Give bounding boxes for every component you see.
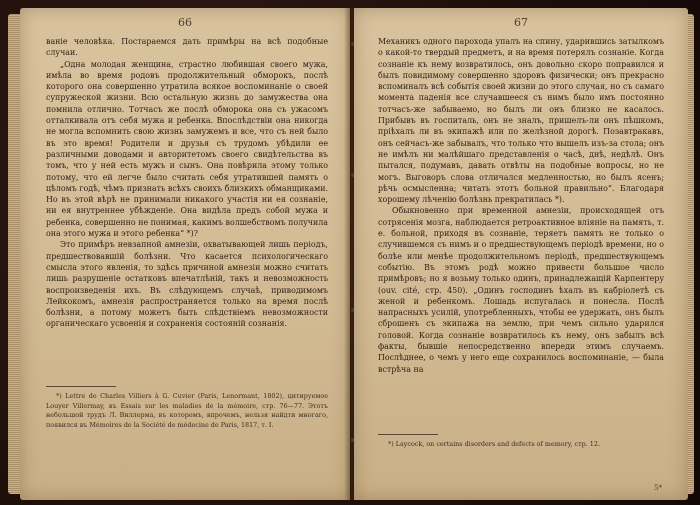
page-number-right: 67: [514, 16, 528, 29]
right-page-body: [378, 36, 664, 375]
footnote-text: *) Laycock, on certains disorders and defects of memory, стр. 12.: [388, 440, 600, 448]
left-footnote: [46, 392, 328, 430]
right-page: [354, 8, 688, 500]
paragraph: ванiе человѣка. Постараемся дать примѣры на всѣ подобные случаи.: [46, 37, 328, 58]
page-edges-left: [8, 14, 20, 494]
signature-mark: 5*: [654, 484, 662, 492]
footnote-text: *) Lettre de Charles Villiers à G. Cuvier (Paris, Lenormant, 1802), цитируемое Louyer Villermay, въ Essais sur les maladies de la mémoire, стр. 76—77. Этотъ небольшой трудъ Л. Виллерма, въ которомъ, впрочемъ, нельзя найдти многаго, появился въ Mémoires de la Société de médecine de Paris, 1817, т. I.: [46, 392, 328, 429]
paragraph: Это примѣръ невзапной амнезiи, охватывающей лишь перiодъ, предшествовавшiй болѣзни. Что касается психологическаго смысла этого явленiя, то здѣсь причиной амнезiи можно считать лишь разрушенiе остатковъ впечатлѣнiй, такъ и невозможность воспроизведенiя ихъ. Въ слѣдующемъ случаѣ, приводимомъ Лейкокомъ, амнезiя распространяется только на время послѣ болѣзни, а потому можетъ быть слѣдствiемъ невозможности органическаго усвоенiя и сохраненiя состоянiй сознанiя.: [46, 240, 328, 329]
paragraph: „Одна молодая женщина, страстно любившая своего мужа, имѣла во время родовъ продолжительный обморокъ, послѣ которого она совершенно утратила всякое воспоминанiе о своей супружеской жизни. Всю остальную жизнь до замужества она помнила отлично. Тотчасъ же послѣ обморока она съ ужасомъ отталкивала отъ себя мужа и ребенка. Впослѣдствiи она никогда не могла вспомнить свою жизнь замужемъ и все, что съ ней было въ это время! Родители и друзья съ трудомъ убѣдили ее различными доводами и авторитетомъ своего свидѣтельства въ томъ, что у ней есть мужъ и сынъ. Она повѣрила этому только потому, что ей легче было считать себя утратившей память о цѣломъ годѣ, чѣмъ признать всѣхъ своихъ близкихъ обманщиками. Но въ этой вѣрѣ не принимали никакого участiя ни ея сознанiе, ни ея внутреннее убѣжденiе. Она видѣла предъ собой мужа и ребенка, совершенно не понимая, какимъ волшебствомъ получила она этого мужа и этого ребенка“ *)?: [46, 59, 328, 239]
paragraph: Обыкновенно при временной амнезiи, происходящей отъ сотрясенiя мозга, наблюдается ретроактивное влiянiе на память, т. е. больной, приходя въ сознанiе, теряетъ память не только о случившемся съ нимъ и о предшествующемъ перiодѣ времени, но о болѣе или менѣе продолжительномъ перiодѣ, предшествующемъ событiю. Въ этомъ родѣ можно привести большое число примѣровъ; но я возьму только одинъ, принадлежащiй Карпентеру (ouv. cité, стр. 450). „Одинъ господинъ ѣхалъ въ кабрiолетѣ съ женой и ребенкомъ. Лошадь испугалась и понесла. Послѣ напрасныхъ усилiй, употребленныхъ, чтобы ее удержать, онъ былъ сброшенъ съ экипажа на землю, при чемъ сильно ударился головой. Когда сознанiе возвратилось къ нему, онъ забылъ всѣ факты, бывшiе непосредственно впереди этимъ случаемъ. Послѣднее, о чемъ у него еще сохранилось воспоминанiе, — была встрѣча на: [378, 206, 664, 374]
page-edges-right: [688, 14, 694, 494]
open-book: [8, 8, 694, 500]
footnote-rule-left: [46, 386, 116, 387]
left-page: [20, 8, 350, 500]
right-footnote: [378, 440, 664, 450]
paragraph: Механикъ одного парохода упалъ на спину, ударившись затылкомъ о какой-то твердый предметъ, и на время потерялъ сознанiе. Когда сознанiе къ нему возвратилось, онъ довольно скоро поправился и былъ повидимому совершенно здоровъ физически; онъ прекрасно вспоминалъ всѣ событiя своей жизни до этого случая, но съ самаго момента паденiя все случавшееся съ нимъ было имъ постоянно тотчасъ-же забываемо, но былъ ли онъ близко не касалось. Прибывъ въ госпиталь, онъ не зналъ, пришелъ-ли онъ пѣшкомъ, прiѣхалъ ли въ экипажѣ или по желѣзной дорогѣ. Позавтракавъ, онъ сейчасъ-же забывалъ, что только что вышелъ изъ-за стола; онъ не имѣлъ ни малѣйшаго представленiя о часѣ, днѣ, недѣлѣ. Онъ пытался, подумавъ, давать отвѣты на подобные вопросы, но не могъ. Выговоръ слова отличался медленностью, но былъ ясенъ; рѣчь осмысленна; читать этотъ больной правильно“. Благодаря хорошему лѣченiю болѣзнь прекратилась *).: [378, 37, 664, 205]
left-page-body: [46, 36, 328, 330]
page-number-left: 66: [178, 16, 192, 29]
footnote-rule-right: [378, 434, 438, 435]
